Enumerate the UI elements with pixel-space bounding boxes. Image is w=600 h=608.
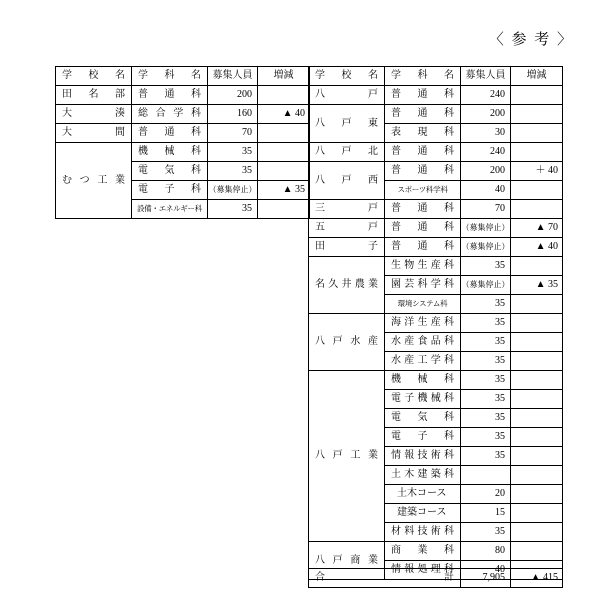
cell-capacity: 200 — [461, 162, 511, 181]
cell-department: 総 合 学 科 — [132, 105, 208, 124]
cell-capacity: 35 — [461, 523, 511, 542]
total-row-table — [308, 568, 563, 588]
cell-school: 八 戸 工 業 — [309, 371, 385, 542]
cell-capacity-note: （募集停止） — [461, 238, 511, 257]
cell-capacity: 35 — [461, 447, 511, 466]
cell-department: スポーツ科学科 — [385, 181, 461, 200]
cell-change — [258, 162, 310, 181]
cell-capacity: 35 — [461, 352, 511, 371]
cell-department-course: 土木コース — [385, 485, 461, 504]
cell-department: 普 通 科 — [132, 124, 208, 143]
total-row — [309, 569, 563, 588]
cell-department: 電 子 科 — [132, 181, 208, 200]
cell-school: 八 戸 商 業 — [309, 542, 385, 580]
cell-capacity: 70 — [461, 200, 511, 219]
right-school-table — [308, 66, 563, 580]
cell-department: 電 子 機 械 科 — [385, 390, 461, 409]
cell-department: 普 通 科 — [132, 86, 208, 105]
cell-change — [511, 390, 563, 409]
column-header-department: 学科名 — [132, 67, 208, 86]
cell-capacity: 80 — [461, 542, 511, 561]
cell-change — [511, 371, 563, 390]
cell-department: 電 気 科 — [132, 162, 208, 181]
cell-department: 機 械 科 — [132, 143, 208, 162]
table-row — [309, 314, 563, 333]
cell-capacity: 35 — [208, 200, 258, 219]
cell-change: ▲ 40 — [511, 238, 563, 257]
table-row — [309, 257, 563, 276]
cell-department: 水 産 工 学 科 — [385, 352, 461, 371]
cell-capacity: 40 — [461, 181, 511, 200]
cell-capacity: 30 — [461, 124, 511, 143]
cell-change — [511, 143, 563, 162]
cell-department: 機 械 科 — [385, 371, 461, 390]
cell-capacity: 35 — [461, 257, 511, 276]
table-row — [309, 105, 563, 124]
cell-change: ▲ 40 — [258, 105, 310, 124]
cell-change: ▲ 35 — [511, 276, 563, 295]
cell-department: 電 気 科 — [385, 409, 461, 428]
cell-department-course: 建築コース — [385, 504, 461, 523]
cell-department: 表 現 科 — [385, 124, 461, 143]
total-label: 合 計 — [309, 569, 461, 588]
cell-capacity: 35 — [208, 143, 258, 162]
cell-change — [511, 542, 563, 561]
cell-capacity: 200 — [461, 105, 511, 124]
left-school-table — [55, 66, 310, 219]
cell-capacity: 40 — [461, 561, 511, 580]
cell-change — [511, 466, 563, 485]
cell-department: 普 通 科 — [385, 200, 461, 219]
cell-change — [511, 295, 563, 314]
cell-school: 大 湊 — [56, 105, 132, 124]
cell-school: 八 戸 — [309, 86, 385, 105]
cell-change — [511, 124, 563, 143]
cell-school: 三 戸 — [309, 200, 385, 219]
cell-capacity: 240 — [461, 143, 511, 162]
cell-capacity: 35 — [461, 333, 511, 352]
cell-school: 八 戸 西 — [309, 162, 385, 200]
cell-change: ＋ 40 — [511, 162, 563, 181]
cell-department: 設備・エネルギー科 — [132, 200, 208, 219]
cell-department: 普 通 科 — [385, 238, 461, 257]
cell-change — [511, 428, 563, 447]
cell-department: 普 通 科 — [385, 143, 461, 162]
cell-school: 八 戸 北 — [309, 143, 385, 162]
cell-department: 情 報 処 理 科 — [385, 561, 461, 580]
cell-school: 田 子 — [309, 238, 385, 257]
cell-change — [511, 86, 563, 105]
cell-school: 名 久 井 農 業 — [309, 257, 385, 314]
cell-department: 材 料 技 術 科 — [385, 523, 461, 542]
cell-change — [258, 200, 310, 219]
cell-change — [511, 504, 563, 523]
table-header-row — [309, 67, 563, 86]
cell-department: 情 報 技 術 科 — [385, 447, 461, 466]
total-change: ▲ 415 — [511, 569, 563, 588]
cell-capacity: 35 — [461, 428, 511, 447]
cell-capacity: 70 — [208, 124, 258, 143]
cell-department: 生 物 生 産 科 — [385, 257, 461, 276]
table-row — [309, 238, 563, 257]
cell-change — [511, 352, 563, 371]
total-capacity: 7,905 — [461, 569, 511, 588]
cell-capacity: 200 — [208, 86, 258, 105]
cell-capacity: 35 — [461, 390, 511, 409]
cell-capacity-note: （募集停止） — [461, 276, 511, 295]
column-header-capacity: 募集人員 — [208, 67, 258, 86]
cell-department: 普 通 科 — [385, 219, 461, 238]
cell-school: む つ 工 業 — [56, 143, 132, 219]
cell-capacity-note: （募集停止） — [461, 219, 511, 238]
column-header-school: 学校名 — [309, 67, 385, 86]
table-row — [309, 371, 563, 390]
column-header-change: 増減 — [511, 67, 563, 86]
cell-department: 普 通 科 — [385, 86, 461, 105]
cell-capacity: 160 — [208, 105, 258, 124]
cell-capacity-note: （募集停止） — [208, 181, 258, 200]
cell-change — [258, 86, 310, 105]
cell-department: 普 通 科 — [385, 105, 461, 124]
cell-change — [258, 124, 310, 143]
cell-capacity: 240 — [461, 86, 511, 105]
cell-department: 海 洋 生 産 科 — [385, 314, 461, 333]
cell-change — [511, 200, 563, 219]
cell-change — [511, 523, 563, 542]
cell-change — [511, 333, 563, 352]
cell-change — [511, 105, 563, 124]
cell-department: 環境システム科 — [385, 295, 461, 314]
cell-school: 大 間 — [56, 124, 132, 143]
cell-capacity: 15 — [461, 504, 511, 523]
cell-change — [511, 485, 563, 504]
cell-department: 水 産 食 品 科 — [385, 333, 461, 352]
cell-change: ▲ 35 — [258, 181, 310, 200]
table-header-row — [56, 67, 310, 86]
column-header-change: 増減 — [258, 67, 310, 86]
table-row — [309, 162, 563, 181]
table-row — [56, 86, 310, 105]
cell-change — [511, 447, 563, 466]
cell-department: 電 子 科 — [385, 428, 461, 447]
cell-capacity: 35 — [208, 162, 258, 181]
cell-capacity: 35 — [461, 371, 511, 390]
table-row — [309, 143, 563, 162]
table-row — [309, 200, 563, 219]
cell-capacity — [461, 466, 511, 485]
column-header-department: 学科名 — [385, 67, 461, 86]
table-row — [56, 143, 310, 162]
cell-capacity: 35 — [461, 314, 511, 333]
cell-change — [511, 181, 563, 200]
cell-capacity: 35 — [461, 409, 511, 428]
table-row — [56, 124, 310, 143]
cell-capacity: 20 — [461, 485, 511, 504]
table-row — [309, 219, 563, 238]
cell-change — [511, 314, 563, 333]
cell-change — [511, 257, 563, 276]
cell-department: 園 芸 科 学 科 — [385, 276, 461, 295]
cell-change: ▲ 70 — [511, 219, 563, 238]
cell-change — [258, 143, 310, 162]
cell-school: 八 戸 東 — [309, 105, 385, 143]
page-title: 〈 参 考 〉 — [488, 32, 574, 48]
column-header-school: 学校名 — [56, 67, 132, 86]
cell-school: 八 戸 水 産 — [309, 314, 385, 371]
table-row — [309, 86, 563, 105]
cell-department: 普 通 科 — [385, 162, 461, 181]
table-row — [56, 105, 310, 124]
cell-school: 五 戸 — [309, 219, 385, 238]
column-header-capacity: 募集人員 — [461, 67, 511, 86]
cell-department: 商 業 科 — [385, 542, 461, 561]
cell-department: 土 木 建 築 科 — [385, 466, 461, 485]
cell-school: 田 名 部 — [56, 86, 132, 105]
cell-capacity: 35 — [461, 295, 511, 314]
cell-change — [511, 409, 563, 428]
table-row — [309, 542, 563, 561]
